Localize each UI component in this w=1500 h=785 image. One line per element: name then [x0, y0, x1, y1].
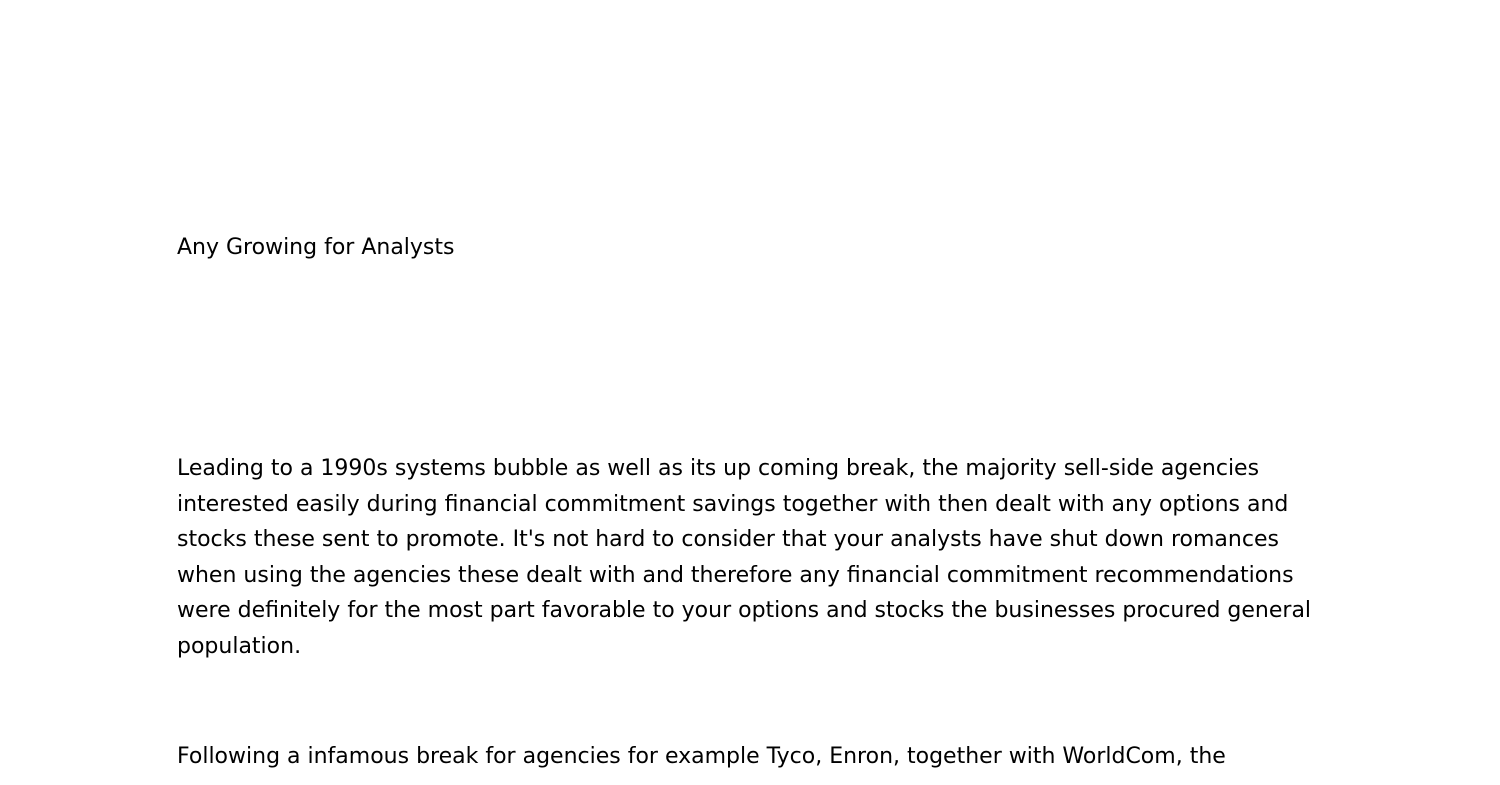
- paragraph-line: population.: [177, 633, 302, 659]
- paragraph-line: when using the agencies these dealt with and therefore any financial commitment recommendations: [177, 562, 1294, 588]
- paragraph: [177, 739, 1337, 775]
- paragraph-line: stocks these sent to promote. It's not hard to consider that your analysts have shut down romances: [177, 527, 1279, 552]
- document-title: Any Growing for Analysts: [177, 235, 455, 260]
- paragraph-line: interested easily during financial commitment savings together with then dealt with any options and: [177, 491, 1289, 517]
- paragraph-line: were definitely for the most part favorable to your options and stocks the businesses procured general: [177, 598, 1312, 623]
- paragraph: [177, 451, 1337, 664]
- paragraph-line: Leading to a 1990s systems bubble as well as its up coming break, the majority sell-side agencies: [177, 456, 1260, 481]
- paragraph-line: Following a infamous break for agencies for example Tyco, Enron, together with WorldCom, the: [177, 744, 1226, 769]
